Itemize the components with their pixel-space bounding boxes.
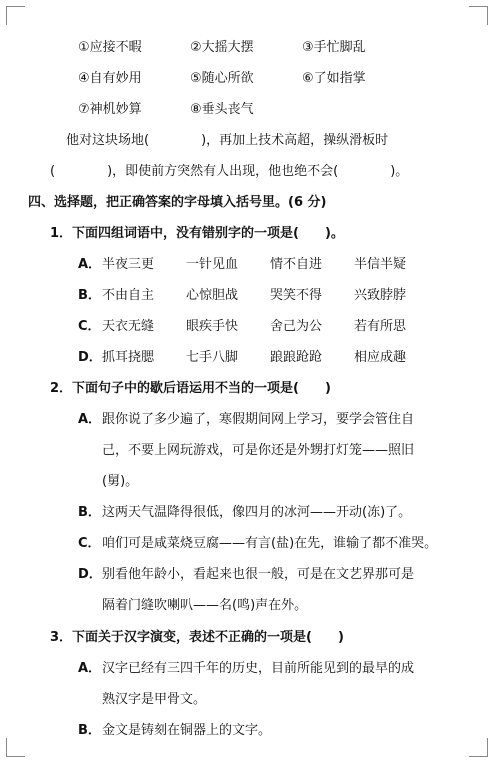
question-stem: 1．下面四组词语中，没有错别字的一项是( )。 <box>50 226 344 241</box>
passage-line: ( )，即使前方突然有人出现，他也绝不会( )。 <box>50 164 409 179</box>
option-word: 天衣无缝 <box>102 319 155 334</box>
option-label: A． <box>78 412 102 427</box>
word-option: ②大摇大摆 <box>190 40 254 55</box>
option-text: 隔着门缝吹喇叭——名(鸣)声在外。 <box>102 598 308 613</box>
option-word: 情不自进 <box>270 257 323 272</box>
option-word: 半信半疑 <box>354 257 407 272</box>
word-option: ⑤随心所欲 <box>190 71 254 86</box>
option-text: 别看他年龄小，看起来也很一般，可是在文艺界那可是 <box>102 567 415 582</box>
option-word: 一针见血 <box>186 257 239 272</box>
corner-mark <box>469 738 488 757</box>
option-label: C． <box>78 319 101 334</box>
option-word: 踉踉跄跄 <box>270 350 323 365</box>
option-label: A． <box>78 257 102 272</box>
word-option: ⑥了如指掌 <box>302 71 366 86</box>
word-option: ①应接不暇 <box>78 40 142 55</box>
word-option: ③手忙脚乱 <box>302 40 366 55</box>
option-label: B． <box>78 505 101 520</box>
option-text: 这两天气温降得很低，像四月的冰河——开动(冻)了。 <box>102 505 412 520</box>
option-word: 相应成趣 <box>354 350 407 365</box>
word-option: ⑦神机妙算 <box>78 102 142 117</box>
option-text: 跟你说了多少遍了，寒假期间网上学习，要学会管住自 <box>102 412 415 427</box>
option-word: 若有所思 <box>354 319 407 334</box>
corner-mark <box>469 6 488 25</box>
option-label: B． <box>78 288 101 303</box>
option-text: 咱们可是咸菜烧豆腐——有言(盐)在先，谁输了都不准哭。 <box>102 536 438 551</box>
word-option: ⑧垂头丧气 <box>190 102 254 117</box>
option-word: 抓耳挠腮 <box>102 350 155 365</box>
word-option: ④自有妙用 <box>78 71 142 86</box>
option-word: 舍己为公 <box>270 319 323 334</box>
option-text: 汉字已经有三四千年的历史，目前所能见到的最早的成 <box>102 661 415 676</box>
option-text: 熟汉字是甲骨文。 <box>102 692 207 707</box>
corner-mark <box>6 6 25 25</box>
option-label: D． <box>78 567 102 582</box>
option-text: (舅)。 <box>102 474 139 489</box>
option-label: C． <box>78 536 101 551</box>
option-word: 心惊胆战 <box>186 288 239 303</box>
option-text: 己，不要上网玩游戏，可是你还是外甥打灯笼——照旧 <box>102 443 415 458</box>
option-word: 哭笑不得 <box>270 288 323 303</box>
passage-line: 他对这块场地( )，再加上技术高超，操纵滑板时 <box>66 133 389 148</box>
corner-mark <box>6 738 25 757</box>
option-label: A． <box>78 661 102 676</box>
option-text: 金文是铸刻在铜器上的文字。 <box>102 723 272 738</box>
option-label: B． <box>78 723 101 738</box>
section-title: 四、选择题，把正确答案的字母填入括号里。(6 分) <box>28 195 327 210</box>
question-stem: 2．下面句子中的歇后语运用不当的一项是( ) <box>50 381 331 396</box>
option-word: 不由自主 <box>102 288 155 303</box>
question-stem: 3．下面关于汉字演变，表述不正确的一项是( ) <box>50 630 344 645</box>
option-word: 七手八脚 <box>186 350 239 365</box>
option-word: 兴致脖脖 <box>354 288 407 303</box>
option-word: 半夜三更 <box>102 257 155 272</box>
option-label: D． <box>78 350 102 365</box>
option-word: 眼疾手快 <box>186 319 239 334</box>
